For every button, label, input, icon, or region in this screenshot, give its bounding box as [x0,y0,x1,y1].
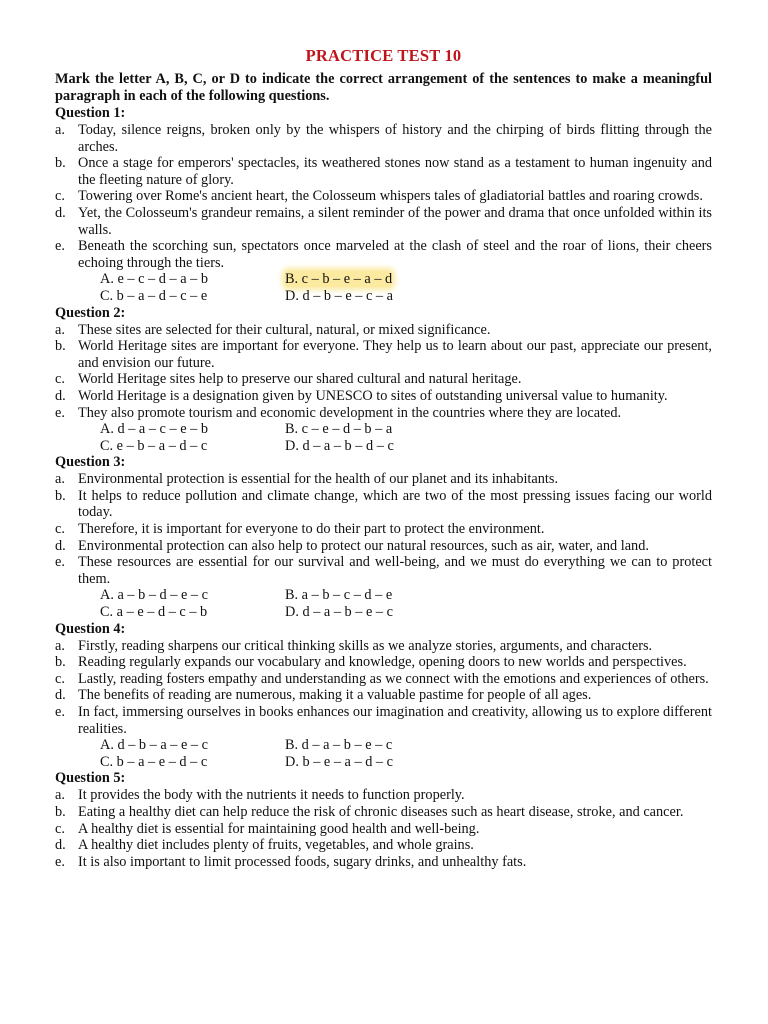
sentence-letter: e. [55,853,65,870]
question-label: Question 2: [55,304,126,321]
question-block [55,770,712,870]
answer-option-text: B. c – e – d – b – a [285,421,393,438]
sentence-text: Environmental protection can also help to protect our natural resources, such as air, water, and land. [78,537,649,554]
sentence-letter: c. [55,371,65,388]
sentence-letter: a. [55,471,65,488]
sentence-letter: b. [55,803,66,820]
sentence-item [55,821,712,838]
question-block [55,621,712,771]
answer-option [100,271,285,288]
answer-option [285,421,525,438]
sentence-letter: e. [55,554,65,571]
sentence-letter: a. [55,321,65,338]
answer-option-text: A. a – b – d – e – c [100,587,208,604]
question-label: Question 1: [55,105,126,121]
question-block [55,105,712,305]
sentence-item [55,155,712,188]
sentence-item [55,322,712,339]
practice-test-page [55,46,712,870]
sentence-item [55,804,712,821]
answer-option [285,737,525,754]
answer-option-text: C. a – e – d – c – b [100,604,208,621]
question-label: Question 4: [55,620,126,637]
answer-option [100,421,285,438]
question-block [55,305,712,455]
sentence-item [55,837,712,854]
sentence-item [55,787,712,804]
answer-option-text: A. d – b – a – e – c [100,737,208,754]
sentence-letter: c. [55,188,65,205]
sentence-text: World Heritage sites help to preserve our shared cultural and natural heritage. [78,371,522,388]
answer-option [285,288,525,305]
answer-option [285,587,525,604]
sentence-letter: b. [55,338,66,355]
sentence-item [55,388,712,405]
sentence-text: These resources are essential for our survival and well-being, and we must do everything we can to protect them. [78,554,712,587]
sentence-item [55,854,712,871]
sentence-text: World Heritage sites are important for everyone. They help us to learn about our past, appreciate our present, and envision our future. [78,338,712,371]
sentence-text: These sites are selected for their cultural, natural, or mixed significance. [78,321,491,338]
sentence-letter: c. [55,670,65,687]
question-label: Question 3: [55,454,126,471]
sentence-item [55,654,712,671]
sentence-text: It helps to reduce pollution and climate change, which are two of the most pressing issues facing our world today. [78,487,712,521]
answer-option [100,587,285,604]
question-label: Question 5: [55,770,126,787]
sentence-letter: c. [55,820,65,837]
instructions: Mark the letter A, B, C, or D to indicate the correct arrangement of the sentences to make a meaningful paragraph in each of the following questions. [55,71,712,104]
sentence-letter: e. [55,238,65,255]
sentence-text: It provides the body with the nutrients it needs to function properly. [78,787,465,804]
sentence-text: They also promote tourism and economic development in the countries where they are located. [78,404,622,421]
sentence-text: Lastly, reading fosters empathy and understanding as we connect with the emotions and experiences of others. [78,670,709,687]
sentence-item [55,554,712,587]
answer-option-text: C. b – a – d – c – e [100,287,208,304]
sentence-item [55,188,712,205]
sentence-text: In fact, immersing ourselves in books enhances our imagination and creativity, allowing us to explore different realities. [78,704,712,737]
answer-option-text: B. a – b – c – d – e [285,587,393,604]
sentence-text: The benefits of reading are numerous, making it a valuable pastime for people of all ages. [78,687,592,704]
sentence-text: Once a stage for emperors' spectacles, its weathered stones now stand as a testament to human ingenuity and the fleeting nature of glory. [78,155,712,188]
sentence-item [55,371,712,388]
page-title: PRACTICE TEST 10 [305,46,462,65]
sentence-letter: d. [55,204,66,221]
sentence-letter: b. [55,155,66,172]
sentence-letter: d. [55,387,66,404]
sentence-letter: a. [55,787,65,804]
answer-option [100,754,285,771]
question-block [55,454,712,620]
sentence-item [55,671,712,688]
sentence-text: Therefore, it is important for everyone to do their part to protect the environment. [78,521,545,538]
sentence-letter: d. [55,837,66,854]
sentence-text: World Heritage is a designation given by UNESCO to sites of outstanding universal value to humanity. [78,387,668,404]
answer-option [285,271,525,288]
answer-option-text: B. d – a – b – e – c [285,737,393,754]
sentence-text: Yet, the Colosseum's grandeur remains, a silent reminder of the power and drama that once unfolded within its walls. [78,204,712,238]
answer-options [55,271,712,304]
sentence-item [55,122,712,155]
answer-option-text: A. e – c – d – a – b [100,271,208,288]
sentence-letter: a. [55,637,65,654]
sentence-text: Towering over Rome's ancient heart, the Colosseum whispers tales of gladiatorial battles and roaring crowds. [78,188,703,205]
answer-option [285,754,525,771]
answer-option-text: C. e – b – a – d – c [100,437,208,454]
sentence-item [55,205,712,238]
sentence-item [55,704,712,737]
sentence-item [55,488,712,521]
sentence-letter: e. [55,704,65,720]
sentence-item [55,338,712,371]
sentence-text: A healthy diet includes plenty of fruits, vegetables, and whole grains. [78,837,474,854]
answer-options [55,421,712,454]
sentence-text: Beneath the scorching sun, spectators once marveled at the clash of steel and the roar of lions, their cheers echoing through the tiers. [78,238,712,271]
answer-option-text: D. d – a – b – d – c [285,437,394,454]
answer-option-text: A. d – a – c – e – b [100,421,208,438]
sentence-text: Firstly, reading sharpens our critical thinking skills as we analyze stories, arguments, and characters. [78,637,653,654]
sentence-item [55,521,712,538]
sentence-letter: a. [55,122,65,138]
sentence-letter: b. [55,654,66,671]
sentence-text: Environmental protection is essential for the health of our planet and its inhabitants. [78,471,559,488]
sentence-letter: d. [55,537,66,554]
sentence-item [55,638,712,655]
sentence-text: Eating a healthy diet can help reduce the risk of chronic diseases such as heart disease, stroke, and cancer. [78,803,684,820]
sentence-item [55,471,712,488]
sentence-text: It is also important to limit processed foods, sugary drinks, and unhealthy fats. [78,853,527,870]
answer-option [100,604,285,621]
sentence-item [55,538,712,555]
sentence-text: Reading regularly expands our vocabulary and knowledge, opening doors to new worlds and perspectives. [78,654,687,671]
answer-options [55,737,712,770]
answer-options [55,587,712,620]
sentence-item [55,405,712,422]
answer-option-text: D. d – a – b – e – c [285,604,393,621]
answer-option-text: D. d – b – e – c – a [285,287,393,304]
sentence-letter: d. [55,687,66,704]
sentence-text: A healthy diet is essential for maintaining good health and well-being. [78,820,480,837]
question-list [55,105,712,870]
answer-option [285,438,525,455]
sentence-letter: e. [55,404,65,421]
answer-option [100,737,285,754]
highlighted-answer: B. c – b – e – a – d [285,271,393,288]
answer-option [100,438,285,455]
answer-option [100,288,285,305]
sentence-letter: c. [55,521,65,538]
sentence-letter: b. [55,487,66,504]
answer-option-text: D. b – e – a – d – c [285,753,393,770]
sentence-item [55,687,712,704]
answer-option-text: C. b – a – e – d – c [100,753,208,770]
answer-option [285,604,525,621]
sentence-text: Today, silence reigns, broken only by the whispers of history and the chirping of birds flitting through the arches. [78,122,712,155]
sentence-item [55,238,712,271]
